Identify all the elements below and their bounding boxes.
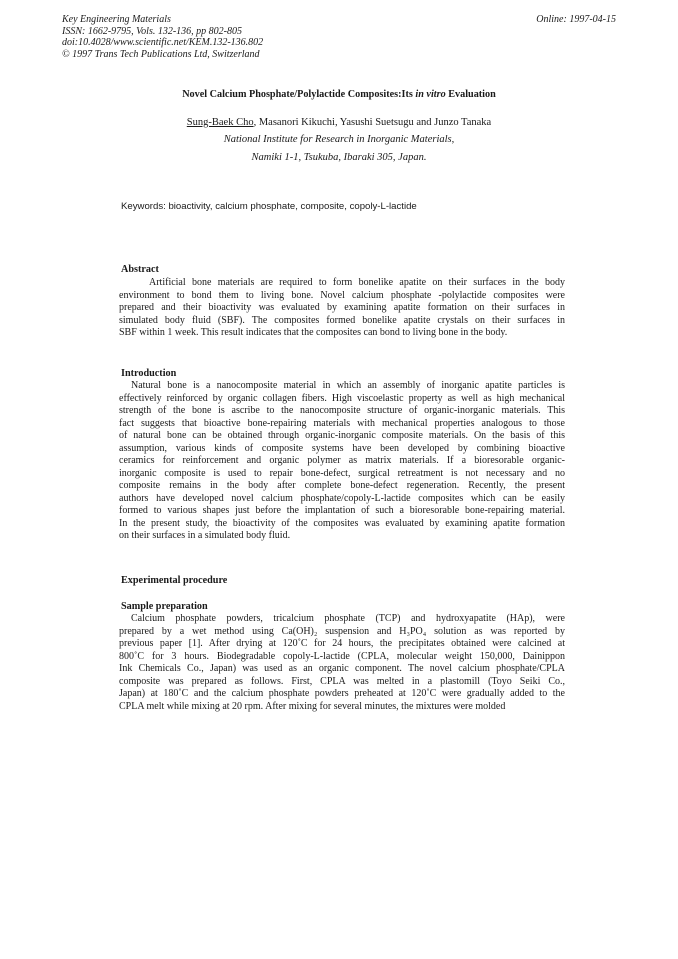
other-authors: , Masanori Kikuchi, Yasushi Suetsugu and Junzo Tanaka: [253, 117, 492, 128]
text-line: formed to various shapes just before the implantation of such a bioresorable bone-repairing material.: [119, 505, 565, 516]
text-line: prepared and their bioactivity was evaluated by examining apatite formation on their surfaces in: [119, 302, 565, 313]
text-line: ceramics for reinforcement and organic polymer as matrix materials. If a bioresorable organic-: [119, 455, 565, 466]
title-end: Evaluation: [445, 89, 496, 100]
author-list: [0, 117, 678, 128]
affiliation-line-2: Namiki 1-1, Tsukuba, Ibaraki 305, Japan.: [251, 152, 427, 163]
journal-header: [62, 14, 616, 60]
text-line: CPLA melt while mixing at 20 rpm. After mixing for several minutes, the mixtures were molded: [119, 700, 506, 712]
text-line: prepared by a wet method using Ca(OH)₂ suspension and H₃PO₄ solution as was reported by: [119, 625, 565, 637]
abstract-heading: Abstract: [121, 264, 159, 275]
paper-title: [0, 89, 678, 100]
text-line: Japan) at 180˚C and the calcium phosphate powders preheated at 120˚C were gradually added to the: [119, 688, 565, 699]
text-line: simulated body fluid (SBF). The composites formed bonelike apatite crystals on their surfaces in: [119, 314, 565, 326]
experimental-heading: Experimental procedure: [121, 575, 228, 586]
text-line: effectively reinforced by organic collagen fibers. High viscoelastic property as well as high mechanical: [119, 392, 565, 404]
text-line: fact suggests that bioactive bone-repairing materials with mechanical properties analogous to those: [119, 417, 565, 429]
text-line: strength of the bone is ascribe to the nanocomposite structure of organic-inorganic materials. This: [119, 405, 565, 416]
online-date: Online: 1997-04-15: [536, 14, 616, 25]
text-line: assumption, various kinds of composite systems have been developed by combining bioactive: [119, 442, 565, 454]
text-line: of natural bone can be obtained through organic-inorganic composite materials. On the basis of this: [119, 430, 565, 441]
text-line: composite remains in the body after complete bone-defect regeneration. Recently, the present: [119, 480, 565, 491]
keywords: Keywords: bioactivity, calcium phosphate, composite, copoly-L-lactide: [121, 201, 417, 212]
text-line: authors have developed novel calcium phosphate/copoly-L-lactide composites which can be easily: [119, 492, 565, 504]
issn-line: ISSN: 1662-9795, Vols. 132-136, pp 802-805: [62, 25, 242, 37]
text-line: Artificial bone materials are required to form bonelike apatite on their surfaces in the body: [149, 277, 565, 288]
text-line: environment to bond them to living bone. Novel calcium phosphate -polylactide composites were: [119, 289, 565, 301]
copyright-line: © 1997 Trans Tech Publications Ltd, Switzerland: [62, 48, 260, 60]
text-line: Calcium phosphate powders, tricalcium phosphate (TCP) and hydroxyapatite (HAp), were: [131, 613, 565, 624]
text-line: previous paper [1]. After drying at 120˚C for 24 hours, the precipitates obtained were calcined at: [119, 638, 565, 649]
doi-line: doi:10.4028/www.scientific.net/KEM.132-136.802: [62, 37, 264, 48]
title-main: Novel Calcium Phosphate/Polylactide Composites:Its: [182, 89, 416, 100]
introduction-heading: Introduction: [121, 368, 177, 379]
journal-name: Key Engineering Materials: [62, 14, 171, 25]
affiliation-line-1: National Institute for Research in Inorganic Materials,: [223, 134, 455, 145]
text-line: SBF within 1 week. This result indicates that the composites can bond to living bone in the body.: [119, 327, 508, 338]
abstract-body: [119, 277, 565, 340]
text-line: In the present study, the bioactivity of the composites was evaluated by examining apatite formation: [119, 517, 565, 529]
text-line: Ink Chemicals Co., Japan) was used as an organic component. The novel calcium phosphate/CPLA: [119, 663, 565, 674]
text-line: 800˚C for 3 hours. Biodegradable copoly-L-lactide (CPLA, molecular weight 150,000, Dainippon: [119, 650, 565, 662]
first-author: Sung-Baek Cho: [186, 117, 254, 128]
title-italic: in vitro: [415, 89, 446, 100]
text-line: on their surfaces in a simulated body fluid.: [119, 530, 291, 541]
text-line: Natural bone is a nanocomposite material in which an assembly of inorganic apatite particles is: [131, 380, 565, 391]
text-line: inorganic composite is used to repair bone-defect, surgical retreatment is not necessary and no: [119, 467, 565, 479]
introduction-body: [119, 380, 565, 543]
experimental-body: [119, 613, 565, 713]
sample-preparation-heading: Sample preparation: [121, 601, 208, 612]
text-line: composite was prepared as follows. First, CPLA was melted in a plastomill (Toyo Seiki Co.,: [119, 675, 565, 687]
